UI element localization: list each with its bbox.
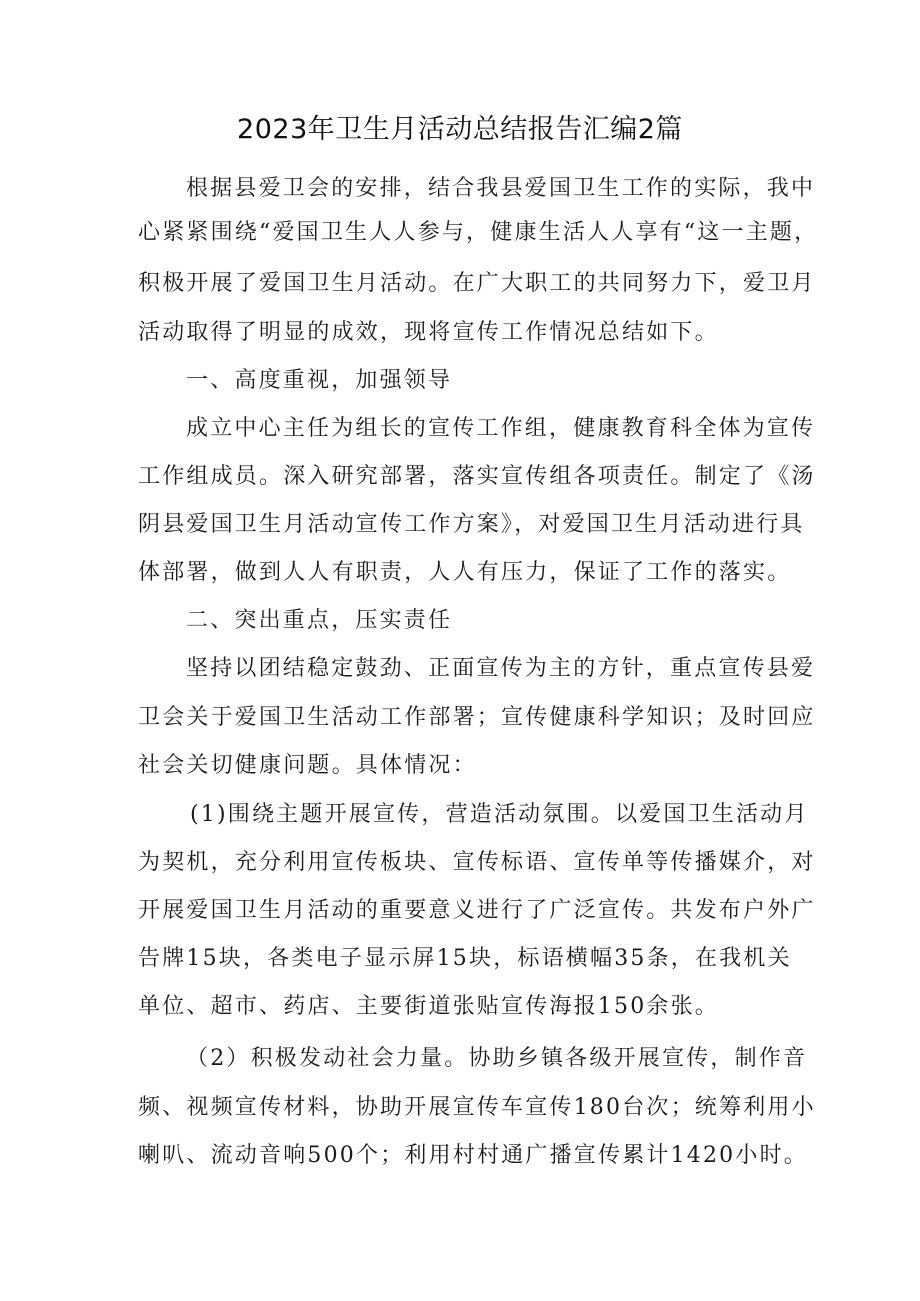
paragraph-line: 为契机，充分利用宣传板块、宣传标语、宣传单等传播媒介，对 [138,850,816,875]
paragraph-line: 喇叭、流动音响500个；利用村村通广播宣传累计1420小时。 [138,1143,808,1168]
document-title: 2023年卫生月活动总结报告汇编2篇 [237,114,683,145]
paragraph-line: 成立中心主任为组长的宣传工作组，健康教育科全体为宣传 [186,416,816,441]
paragraph-line: 频、视频宣传材料，协助开展宣传车宣传180台次；统筹利用小 [138,1095,816,1120]
paragraph-line: 开展爱国卫生月活动的重要意义进行了广泛宣传。共发布户外广 [138,898,816,923]
paragraph-line: （2）积极发动社会力量。协助乡镇各级开展宣传，制作音 [186,1046,808,1071]
paragraph-line: 卫会关于爱国卫生活动工作部署；宣传健康科学知识；及时回应 [138,705,816,730]
paragraph-line: 积极开展了爱国卫生月活动。在广大职工的共同努力下，爱卫月 [138,271,816,296]
paragraph-line: 工作组成员。深入研究部署，落实宣传组各项责任。制定了《汤 [138,464,816,489]
paragraph-line: 单位、超市、药店、主要街道张贴宣传海报150余张。 [138,994,719,1019]
paragraph-line: 社会关切健康问题。具体情况： [138,753,477,778]
paragraph-line: 告牌15块，各类电子显示屏15块，标语横幅35条，在我机关 [138,946,792,971]
paragraph-line: 心紧紧围绕“爱国卫生人人参与，健康生活人人享有“这一主题， [138,220,819,245]
paragraph-line: 坚持以团结稳定鼓劲、正面宣传为主的方针，重点宣传县爱 [186,656,816,681]
section-heading: 一、高度重视，加强领导 [186,368,453,393]
paragraph-line: 活动取得了明显的成效，现将宣传工作情况总结如下。 [138,320,719,345]
section-heading: 二、突出重点，压实责任 [186,608,453,633]
paragraph-line: 根据县爱卫会的安排，结合我县爱国卫生工作的实际，我中 [186,176,816,201]
paragraph-line: 阴县爱国卫生月活动宣传工作方案》，对爱国卫生月活动进行具 [138,512,805,537]
paragraph-line: 体部署，做到人人有职责，人人有压力，保证了工作的落实。 [138,560,792,585]
paragraph-line: (1)围绕主题开展宣传，营造活动氛围。以爱国卫生活动月 [190,802,809,827]
